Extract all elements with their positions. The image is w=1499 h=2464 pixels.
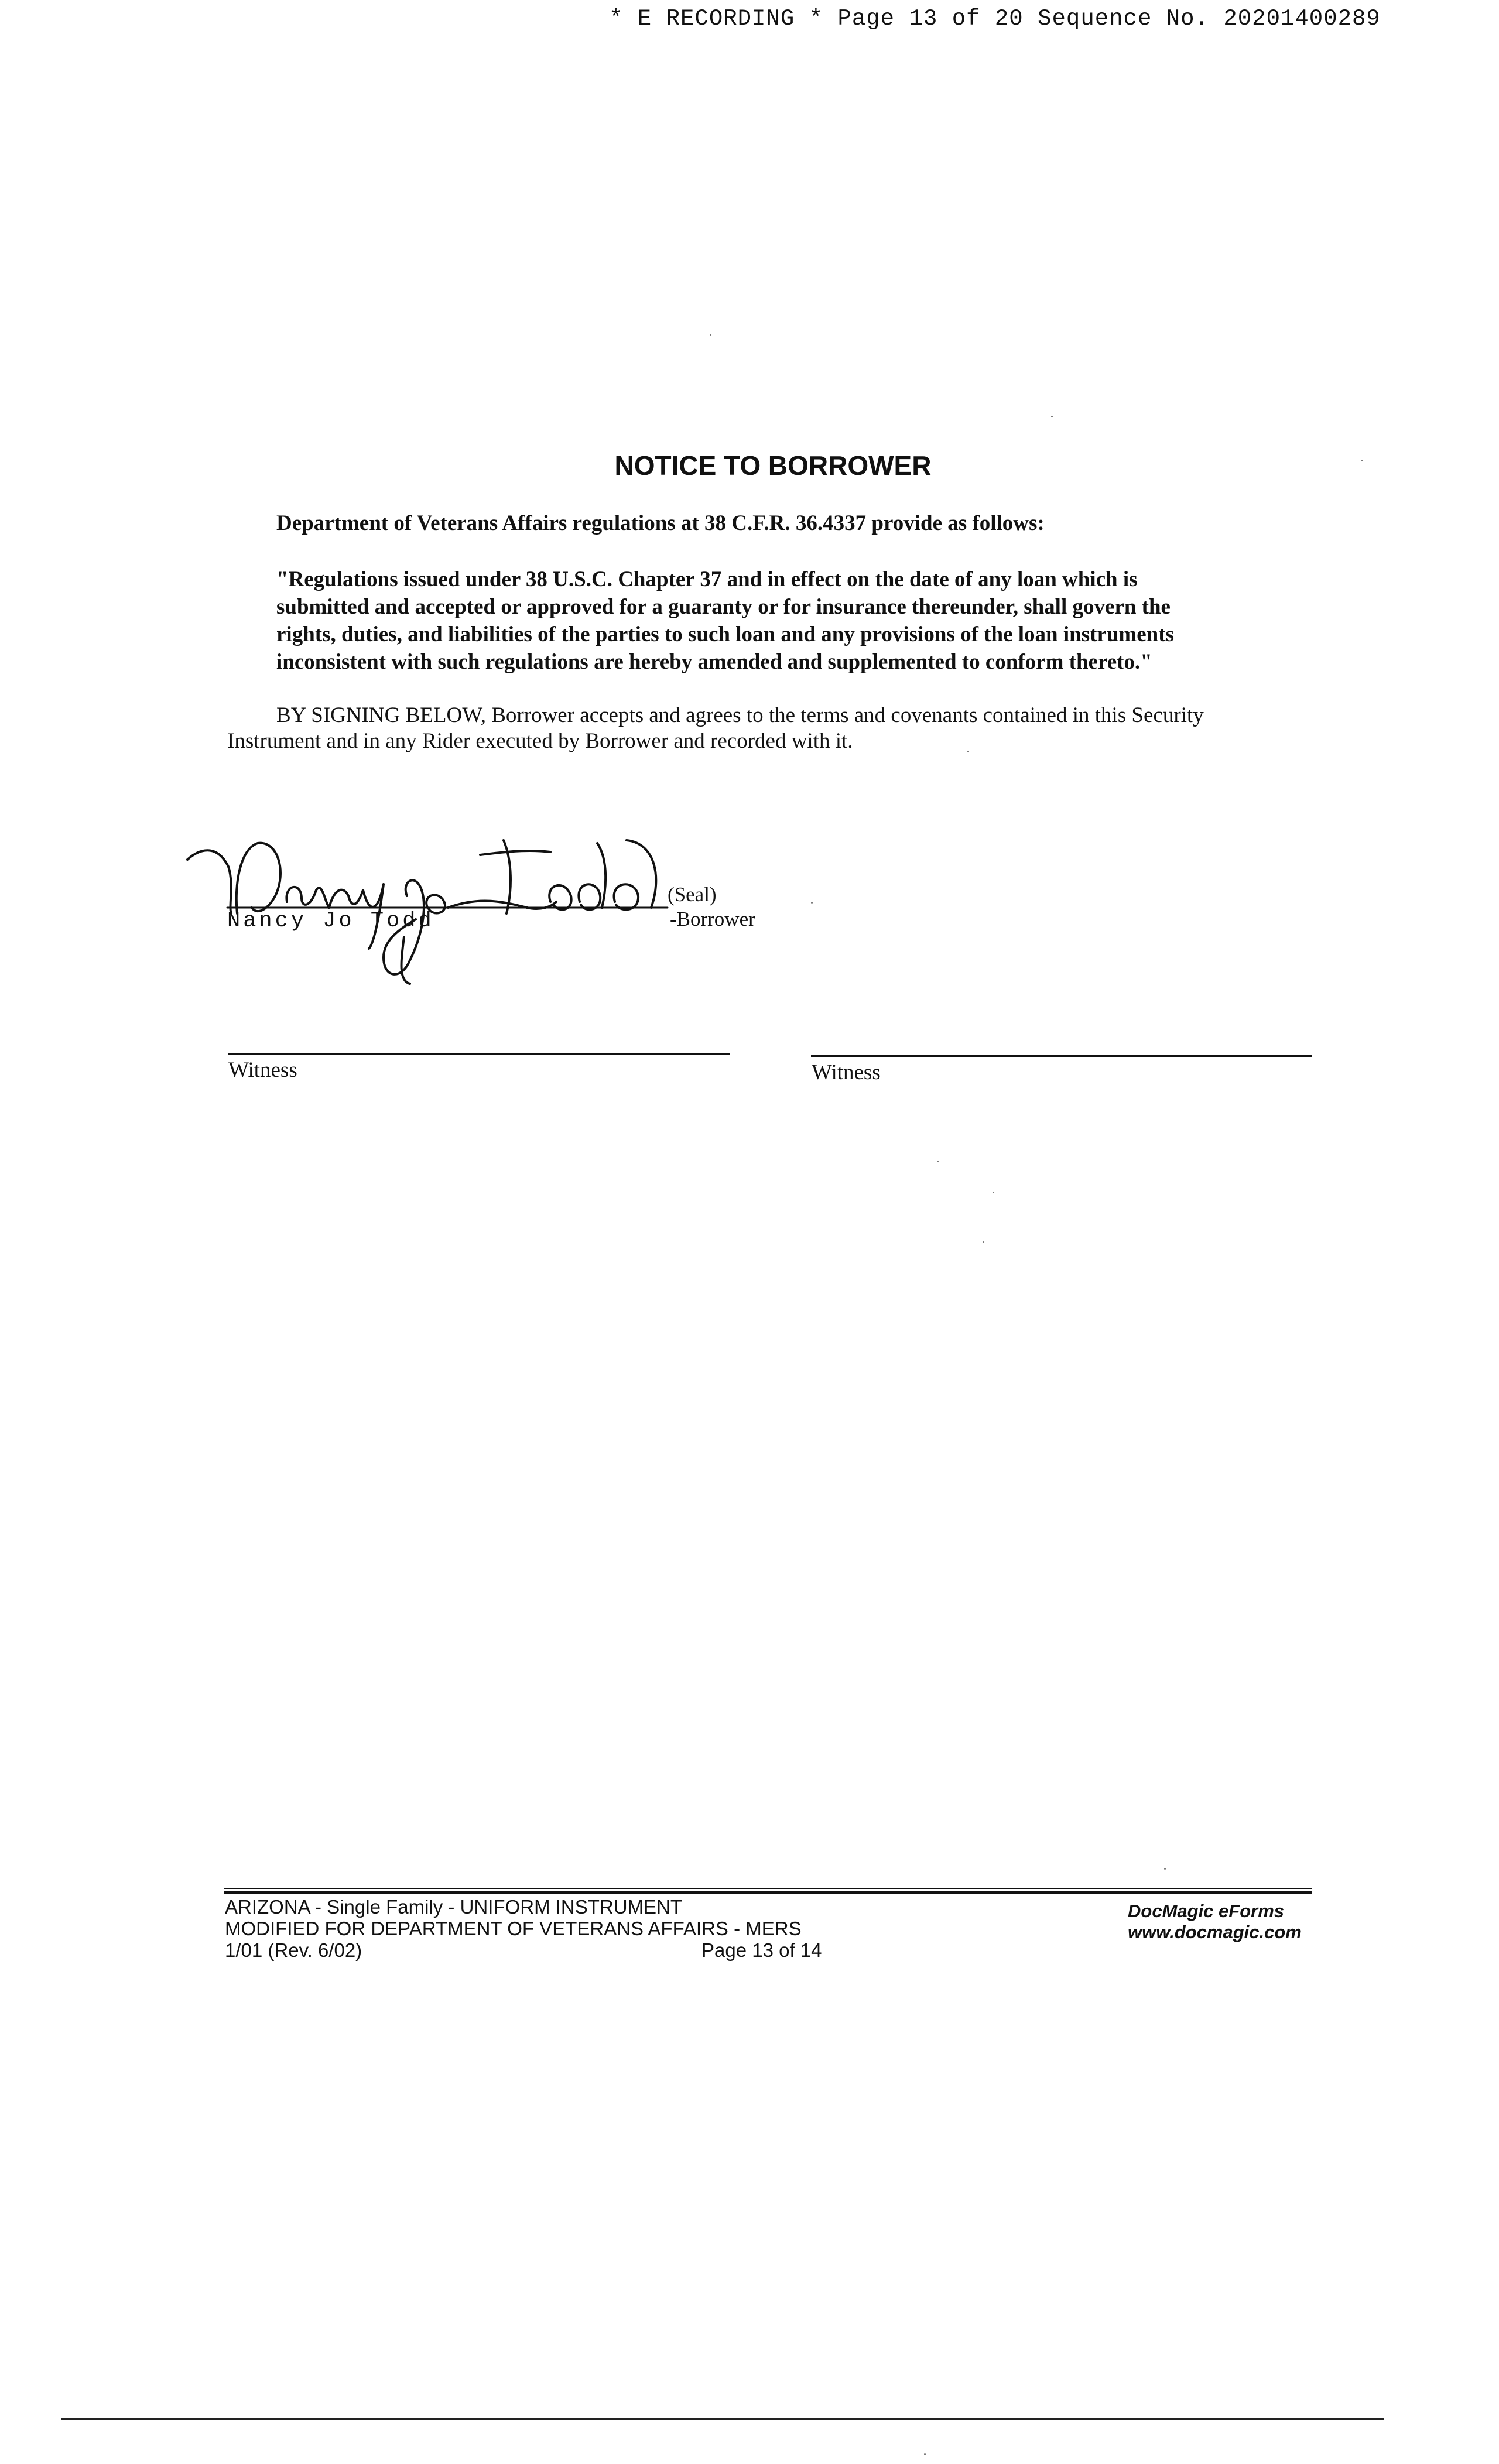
seal-label: (Seal) [668,883,717,906]
scan-speck [710,334,711,336]
recording-header: * E RECORDING * Page 13 of 20 Sequence No. 20201400289 [609,6,1381,32]
footer-line: ARIZONA - Single Family - UNIFORM INSTRUMENT [225,1896,683,1918]
quote-line: submitted and accepted or approved for a guaranty or for insurance thereunder, shall govern the [276,595,1171,619]
borrower-role-label: -Borrower [670,908,755,930]
scan-speck [1164,1868,1166,1870]
footer-line: MODIFIED FOR DEPARTMENT OF VETERANS AFFAIRS - MERS [225,1918,802,1939]
signing-line: BY SIGNING BELOW, Borrower accepts and agrees to the terms and covenants contained in this Security [276,703,1204,727]
footer-line: 1/01 (Rev. 6/02) [225,1939,362,1961]
witness-signature-line-right [811,1055,1312,1057]
signing-statement [227,703,1328,754]
witness-label-left: Witness [228,1058,297,1082]
footer-rule-thick [224,1891,1312,1894]
footer-page-number: Page 13 of 14 [701,1939,822,1961]
notice-intro: Department of Veterans Affairs regulations at 38 C.F.R. 36.4337 provide as follows: [276,511,1045,535]
docmagic-logo: DocMagic eForms [1128,1901,1285,1921]
quote-line: rights, duties, and liabilities of the parties to such loan and any provisions of the loan instruments [276,622,1174,646]
scan-speck [924,2453,926,2455]
footer-brand [1128,1901,1302,1943]
witness-signature-line-left [228,1053,730,1055]
footer-rule [224,1888,1312,1889]
scan-speck [1361,460,1363,461]
quote-line: "Regulations issued under 38 U.S.C. Chapter 37 and in effect on the date of any loan which is [276,567,1138,591]
signing-line: Instrument and in any Rider executed by Borrower and recorded with it. [227,729,853,753]
scan-speck [993,1192,994,1193]
scan-bottom-rule [61,2418,1384,2420]
scan-speck [967,751,969,752]
quote-line: inconsistent with such regulations are hereby amended and supplemented to conform thereto." [276,650,1152,674]
notice-title: NOTICE TO BORROWER [614,450,932,481]
scan-speck [1051,416,1053,417]
regulation-quote [276,566,1272,676]
footer-website: www.docmagic.com [1128,1922,1302,1942]
scan-speck [983,1241,984,1243]
borrower-typed-name: Nancy Jo Todd [227,909,434,933]
witness-label-right: Witness [812,1060,881,1084]
scan-speck [811,902,813,904]
scan-speck [937,1161,939,1162]
